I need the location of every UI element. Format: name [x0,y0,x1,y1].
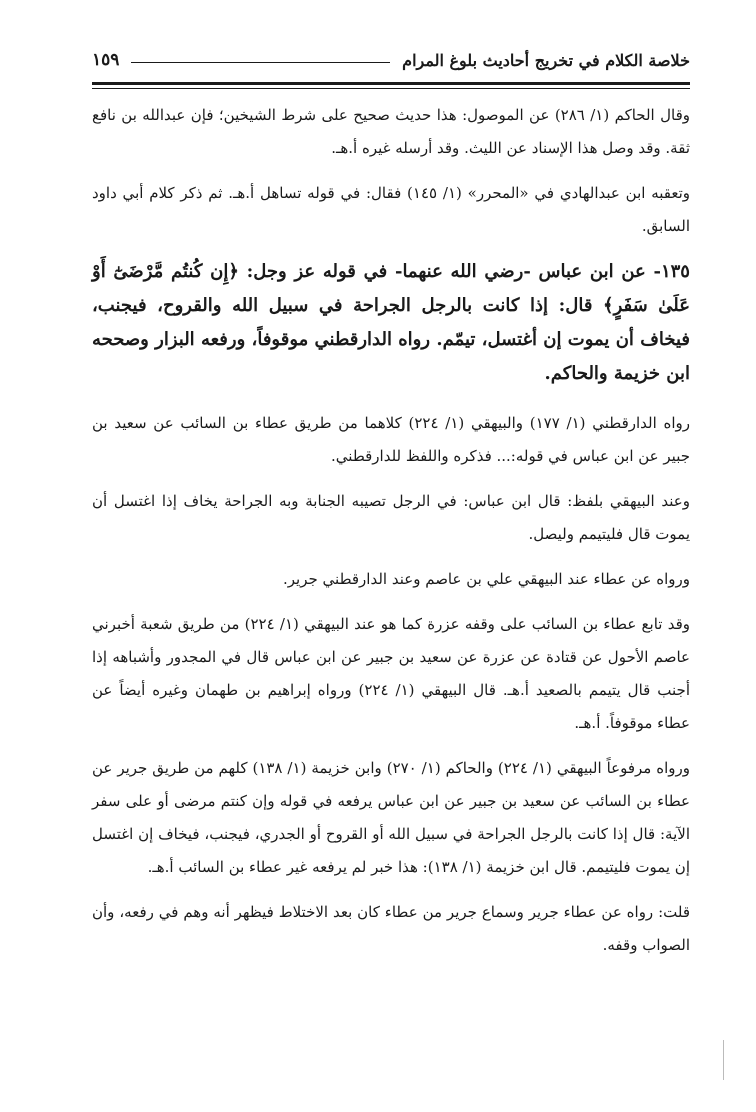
hadith-intro: - عن ابن عباس -رضي الله عنهما- في قوله عز وجل: [246,261,661,282]
commentary-paragraph: وقد تابع عطاء بن السائب على وقفه عزرة كما هو عند البيهقي (١/ ٢٢٤) من طريق شعبة أخبرني عاصم الأحول عن قتادة عن عزرة عن سعيد بن جبير عن ابن عباس قال في المجدور وأشباهه إذا أجنب قال يتيمم بالصعيد أ.هـ. قال البيهقي (١/ ٢٢٤) ورواه إبراهيم بن طهمان وغيره أيضاً عن عطاء موقوفاً. أ.هـ. [92,615,690,732]
commentary-paragraph: ورواه عن عطاء عند البيهقي علي بن عاصم وعند الدارقطني جرير. [283,570,690,588]
quran-verse: ﴿إِن كُنتُم مَّرْضَىٰٓ أَوْ عَلَىٰ سَفَرٍ﴾ [92,261,690,316]
commentary-paragraph: رواه الدارقطني (١/ ١٧٧) والبيهقي (١/ ٢٢٤) كلاهما من طريق عطاء بن السائب عن سعيد بن جبير عن ابن عباس في قوله:... فذكره واللفظ للدارقطني. [92,414,691,465]
header-double-rule [92,82,690,89]
paragraph-hakim: وقال الحاكم (١/ ٢٨٦) عن الموصول: هذا حديث صحيح على شرط الشيخين؛ فإن عبدالله بن نافع ثقة. وقد وصل هذا الإسناد عن الليث. وقد أرسله غيره أ.هـ. [92,106,690,157]
hadith-text: قال: إذا كانت بالرجل الجراحة في سبيل الله والقروح، فيجنب، فيخاف أن يموت إن أغتسل، تيمّم. رواه الدارقطني موقوفاً، ورفعه البزار وصححه ابن خزيمة والحاكم. [92,295,690,384]
hadith-135 [92,255,690,391]
commentary-paragraph: وعند البيهقي بلفظ: قال ابن عباس: في الرجل تصيبه الجنابة وبه الجراحة يخاف إذا اغتسل أن يموت قال فليتيمم وليصل. [92,492,690,543]
page-body [92,99,690,962]
page-number: ١٥٩ [92,50,120,70]
gutter-mark [723,1040,724,1080]
commentary-paragraph: قلت: رواه عن عطاء جرير وسماع جرير من عطاء كان بعد الاختلاط فيظهر أنه وهم في رفعه، وأن الصواب وقفه. [92,903,690,954]
running-header [92,40,690,70]
hadith-number: ١٣٥ [660,261,690,282]
running-title: خلاصة الكلام في تخريج أحاديث بلوغ المرام [402,51,690,70]
commentary-paragraph: ورواه مرفوعاً البيهقي (١/ ٢٢٤) والحاكم (١/ ٢٧٠) وابن خزيمة (١/ ١٣٨) كلهم من طريق جرير عن عطاء بن السائب عن سعيد بن جبير عن ابن عباس يرفعه في قوله وإن كنتم مرضى أو على سفر الآية: قال إذا كانت بالرجل الجراحة في سبيل الله أو القروح أو الجدري، فيجنب، فيخاف إن اغتسل إن يموت فليتيمم. قال ابن خزيمة (١/ ١٣٨): هذا خبر لم يرفعه غير عطاء بن السائب أ.هـ. [92,759,691,876]
paragraph-ibn-abdulhadi: وتعقبه ابن عبدالهادي في «المحرر» (١/ ١٤٥) فقال: في قوله تساهل أ.هـ. ثم ذكر كلام أبي داود السابق. [92,184,691,235]
header-rule [131,62,390,63]
